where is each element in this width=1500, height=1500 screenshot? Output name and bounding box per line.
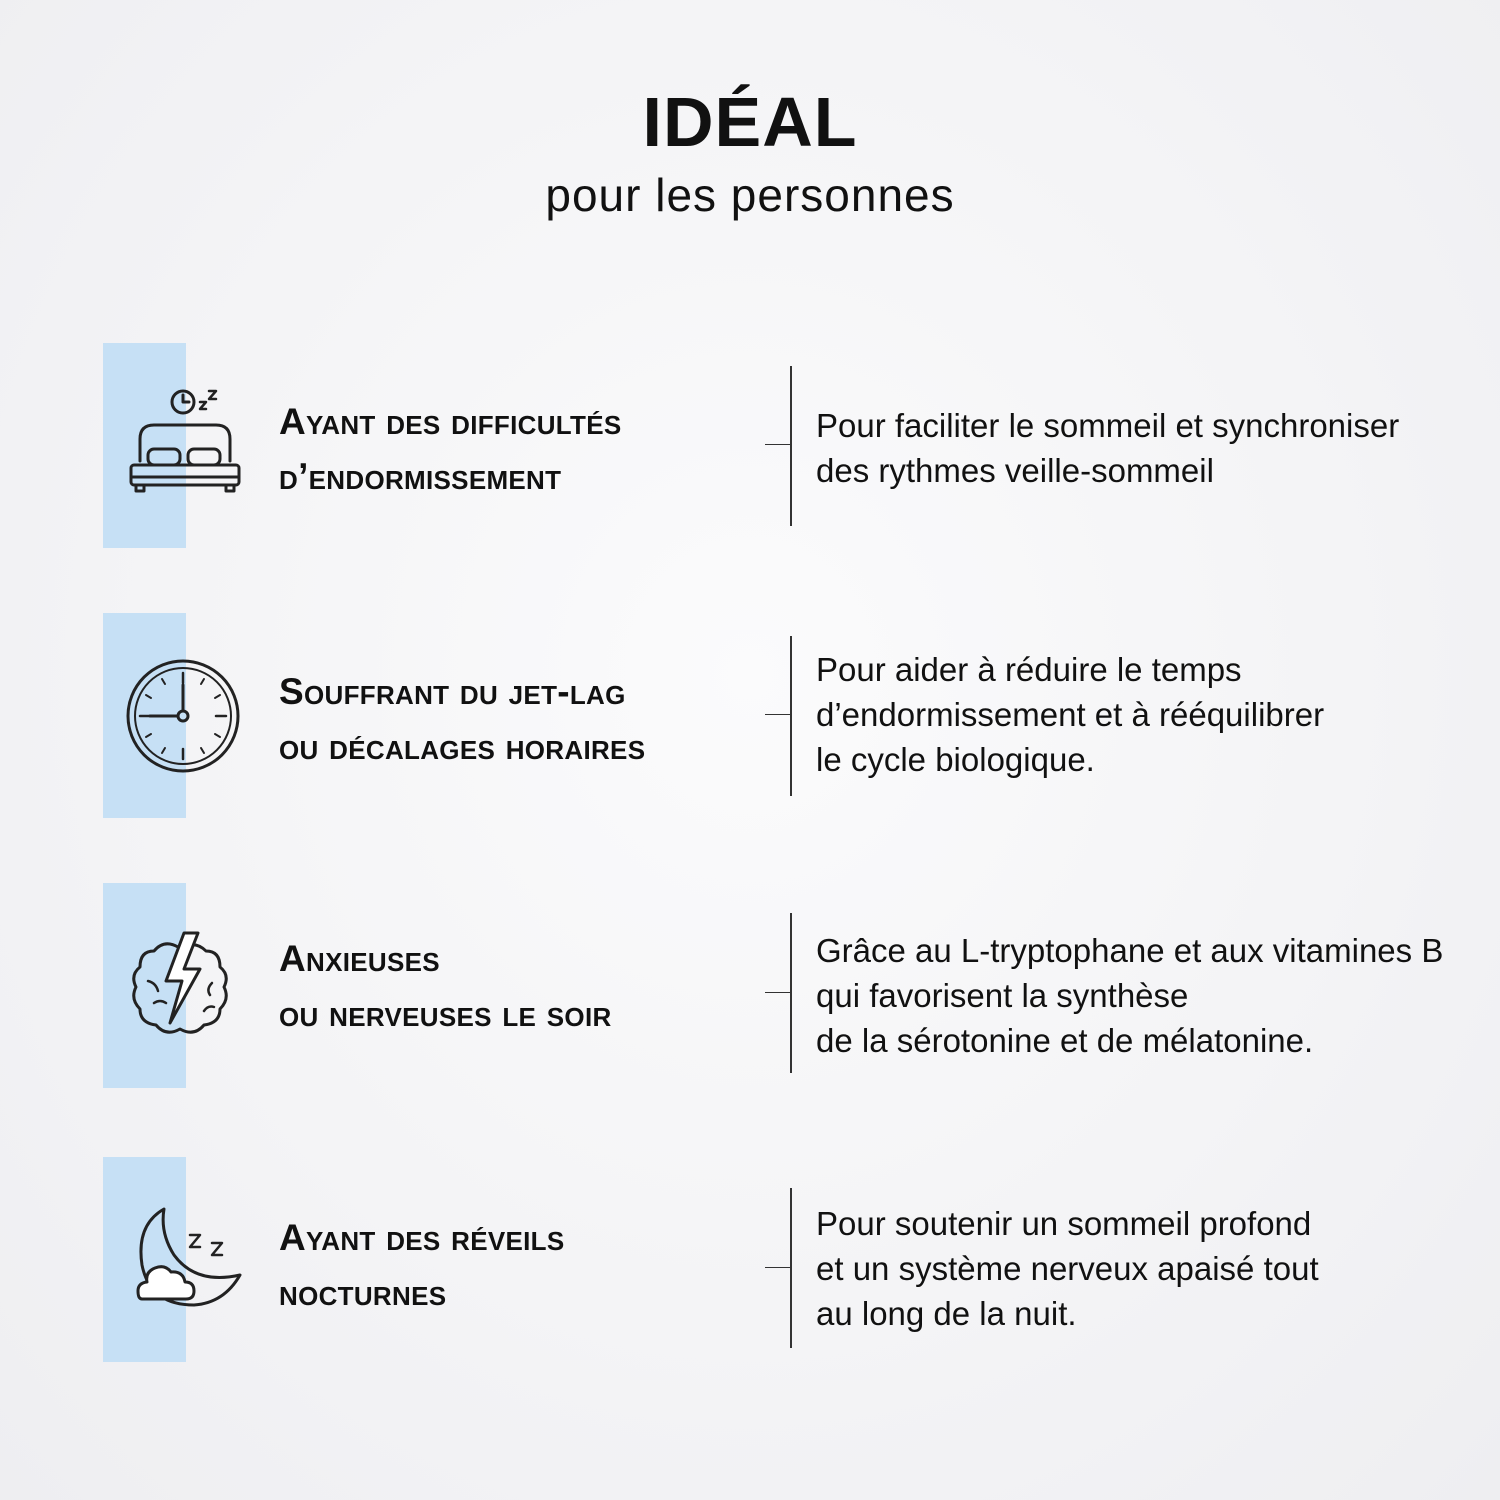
benefit-row-anxiety: [0, 883, 1500, 1088]
clock-icon: [120, 653, 250, 783]
divider: [790, 366, 792, 526]
divider-tick: [765, 992, 792, 993]
page-title: IDÉAL: [642, 83, 858, 161]
benefit-description: Pour faciliter le sommeil et synchroniser des rythmes veille-sommeil: [816, 407, 1400, 489]
benefit-description: Pour aider à réduire le temps d’endormissement et à rééquilibrer le cycle biologique.: [816, 651, 1325, 778]
divider: [790, 636, 792, 796]
benefit-row-sleep-onset: [0, 343, 1500, 548]
benefit-description: Grâce au L-tryptophane et aux vitamines B qui favorisent la synthèse de la sérotonine et de mélatonine.: [816, 932, 1444, 1059]
benefit-description: Pour soutenir un sommeil profond et un système nerveux apaisé tout au long de la nuit.: [816, 1205, 1319, 1332]
benefit-heading: Anxieuses ou nerveuses le soir: [279, 938, 612, 1034]
benefit-heading: Ayant des difficultés d’endormissement: [279, 401, 622, 497]
divider-tick: [765, 444, 792, 445]
divider: [790, 1188, 792, 1348]
page-subtitle: pour les personnes: [545, 169, 955, 221]
divider: [790, 913, 792, 1073]
bed-sleep-icon: [120, 383, 250, 513]
benefit-heading: Souffrant du jet-lag ou décalages horaires: [279, 671, 646, 767]
benefit-row-jet-lag: [0, 613, 1500, 818]
benefit-heading: Ayant des réveils nocturnes: [279, 1217, 565, 1313]
benefit-row-night-waking: [0, 1157, 1500, 1362]
divider-tick: [765, 714, 792, 715]
moon-cloud-icon: [120, 1197, 250, 1327]
divider-tick: [765, 1267, 792, 1268]
brain-lightning-icon: [120, 923, 250, 1053]
